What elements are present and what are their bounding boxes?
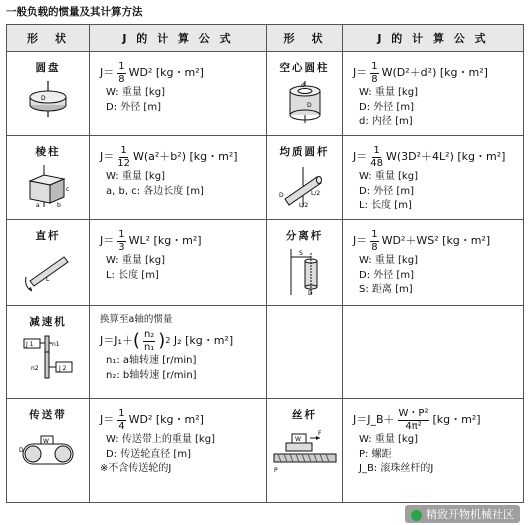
shape-cell (267, 399, 343, 503)
variable-list: W: 传送带上的重量 [kg] D: 传送轮直径 [m] ※不含传送轮的J (106, 433, 266, 477)
formula-cell (90, 220, 267, 306)
header-shape: 形 状 (7, 25, 90, 52)
svg-text:D: D (19, 447, 24, 454)
svg-text:n2: n2 (31, 365, 39, 372)
variable-list: W: 重量 [kg] D: 外径 [m] d: 内径 [m] (359, 87, 418, 127)
svg-text:c: c (66, 186, 70, 193)
offset-rod-icon (277, 247, 333, 297)
table-header-row (7, 25, 524, 52)
table-row (7, 306, 524, 399)
empty-cell (267, 306, 343, 399)
svg-text:P: P (273, 467, 278, 474)
header-formula: J 的 计 算 公 式 (343, 25, 524, 52)
formula: J＝ 1 48 W(3D²＋4L²) [kg・m²] (353, 144, 506, 169)
shape-name: 丝杆 (292, 409, 317, 421)
ball-screw-icon (270, 426, 340, 478)
formula-note: 换算至a轴的惯量 (100, 314, 173, 325)
shape-cell (7, 306, 90, 399)
formula-cell (90, 136, 267, 220)
gear-reducer-icon (18, 333, 78, 383)
formula: J＝J_B＋ W・P² 4π² [kg・m²] (353, 407, 481, 432)
svg-text:n1: n1 (52, 341, 60, 348)
shape-cell (7, 220, 90, 306)
formula-cell (90, 399, 267, 503)
shape-name: 传送带 (29, 409, 67, 421)
shape-cell (267, 136, 343, 220)
formula: J＝ 1 3 WL² [kg・m²] (100, 228, 202, 253)
table-row (7, 399, 524, 503)
straight-rod-icon (20, 247, 76, 293)
shape-name: 均质圆杆 (279, 146, 330, 158)
shape-cell (7, 399, 90, 503)
empty-cell (343, 306, 524, 399)
variable-list: W: 重量 [kg] a, b, c: 各边长度 [m] (106, 171, 204, 197)
shape-cell (7, 52, 90, 136)
svg-text:D: D (278, 192, 284, 199)
formula-cell (90, 306, 267, 399)
svg-text:b: b (57, 202, 61, 209)
formula: J＝ 1 8 WD²＋WS² [kg・m²] (353, 228, 491, 253)
svg-text:D: D (41, 95, 46, 102)
svg-text:L/2: L/2 (310, 190, 320, 197)
table-row (7, 136, 524, 220)
formula-cell (343, 52, 524, 136)
wechat-icon (411, 510, 422, 521)
prism-icon (20, 163, 76, 209)
table-row (7, 52, 524, 136)
formula-cell (90, 52, 267, 136)
formula-cell (343, 399, 524, 503)
variable-list: W: 重量 [kg] D: 外径 [m] (106, 87, 165, 113)
formula: J＝ 1 4 WD² [kg・m²] (100, 407, 204, 432)
svg-text:a: a (36, 202, 40, 209)
variable-list: W: 重量 [kg] D: 外径 [m] L: 长度 [m] (359, 171, 418, 211)
svg-text:J 1: J 1 (26, 341, 34, 348)
conveyor-belt-icon (17, 426, 79, 478)
shape-cell (267, 220, 343, 306)
variable-list: W: 重量 [kg] L: 长度 [m] (106, 255, 165, 281)
formula: J＝ 1 8 W(D²＋d²) [kg・m²] (353, 60, 488, 85)
svg-text:L: L (46, 276, 50, 283)
svg-text:D: D (307, 290, 313, 297)
svg-text:S: S (298, 250, 303, 257)
svg-text:W: W (294, 436, 301, 443)
formula-cell (343, 136, 524, 220)
svg-text:d: d (300, 82, 305, 89)
formula-cell (343, 220, 524, 306)
inertia-table (6, 24, 524, 503)
shape-name: 棱柱 (35, 146, 61, 158)
disc-icon (23, 79, 73, 119)
watermark: 精致开物机械社区 (405, 505, 520, 523)
page-title: 一般负载的惯量及其计算方法 (6, 6, 143, 18)
svg-text:L/2: L/2 (298, 202, 308, 209)
header-formula: J 的 计 算 公 式 (90, 25, 267, 52)
variable-list: n₁: a轴转速 [r/min] n₂: b轴转速 [r/min] (106, 355, 197, 381)
svg-text:F: F (317, 430, 321, 437)
uniform-rod-icon (277, 163, 333, 209)
table-row (7, 220, 524, 306)
variable-list: W: 重量 [kg] P: 螺距 J_B: 滚珠丝杆的J (359, 434, 434, 474)
shape-name: 直杆 (35, 230, 61, 242)
formula: J＝ 1 12 W(a²＋b²) [kg・m²] (100, 144, 238, 169)
shape-name: 圆盘 (35, 62, 61, 74)
svg-text:J 2: J 2 (59, 365, 67, 372)
shape-cell (267, 52, 343, 136)
formula: J＝ 1 8 WD² [kg・m²] (100, 60, 204, 85)
shape-name: 空心圆柱 (279, 62, 330, 74)
variable-list: W: 重量 [kg] D: 外径 [m] S: 距离 [m] (359, 255, 418, 295)
shape-cell (7, 136, 90, 220)
svg-text:W: W (43, 438, 49, 445)
shape-name: 减速机 (29, 316, 67, 328)
shape-name: 分离杆 (285, 230, 324, 242)
hollow-cylinder-icon (280, 79, 330, 125)
svg-text:D: D (306, 102, 312, 109)
formula: J＝J₁＋ ( n₂ n₁ ) 2 J₂ [kg・m²] (100, 328, 234, 353)
header-shape: 形 状 (267, 25, 343, 52)
formula-note: ※不含传送轮的J (100, 463, 172, 474)
